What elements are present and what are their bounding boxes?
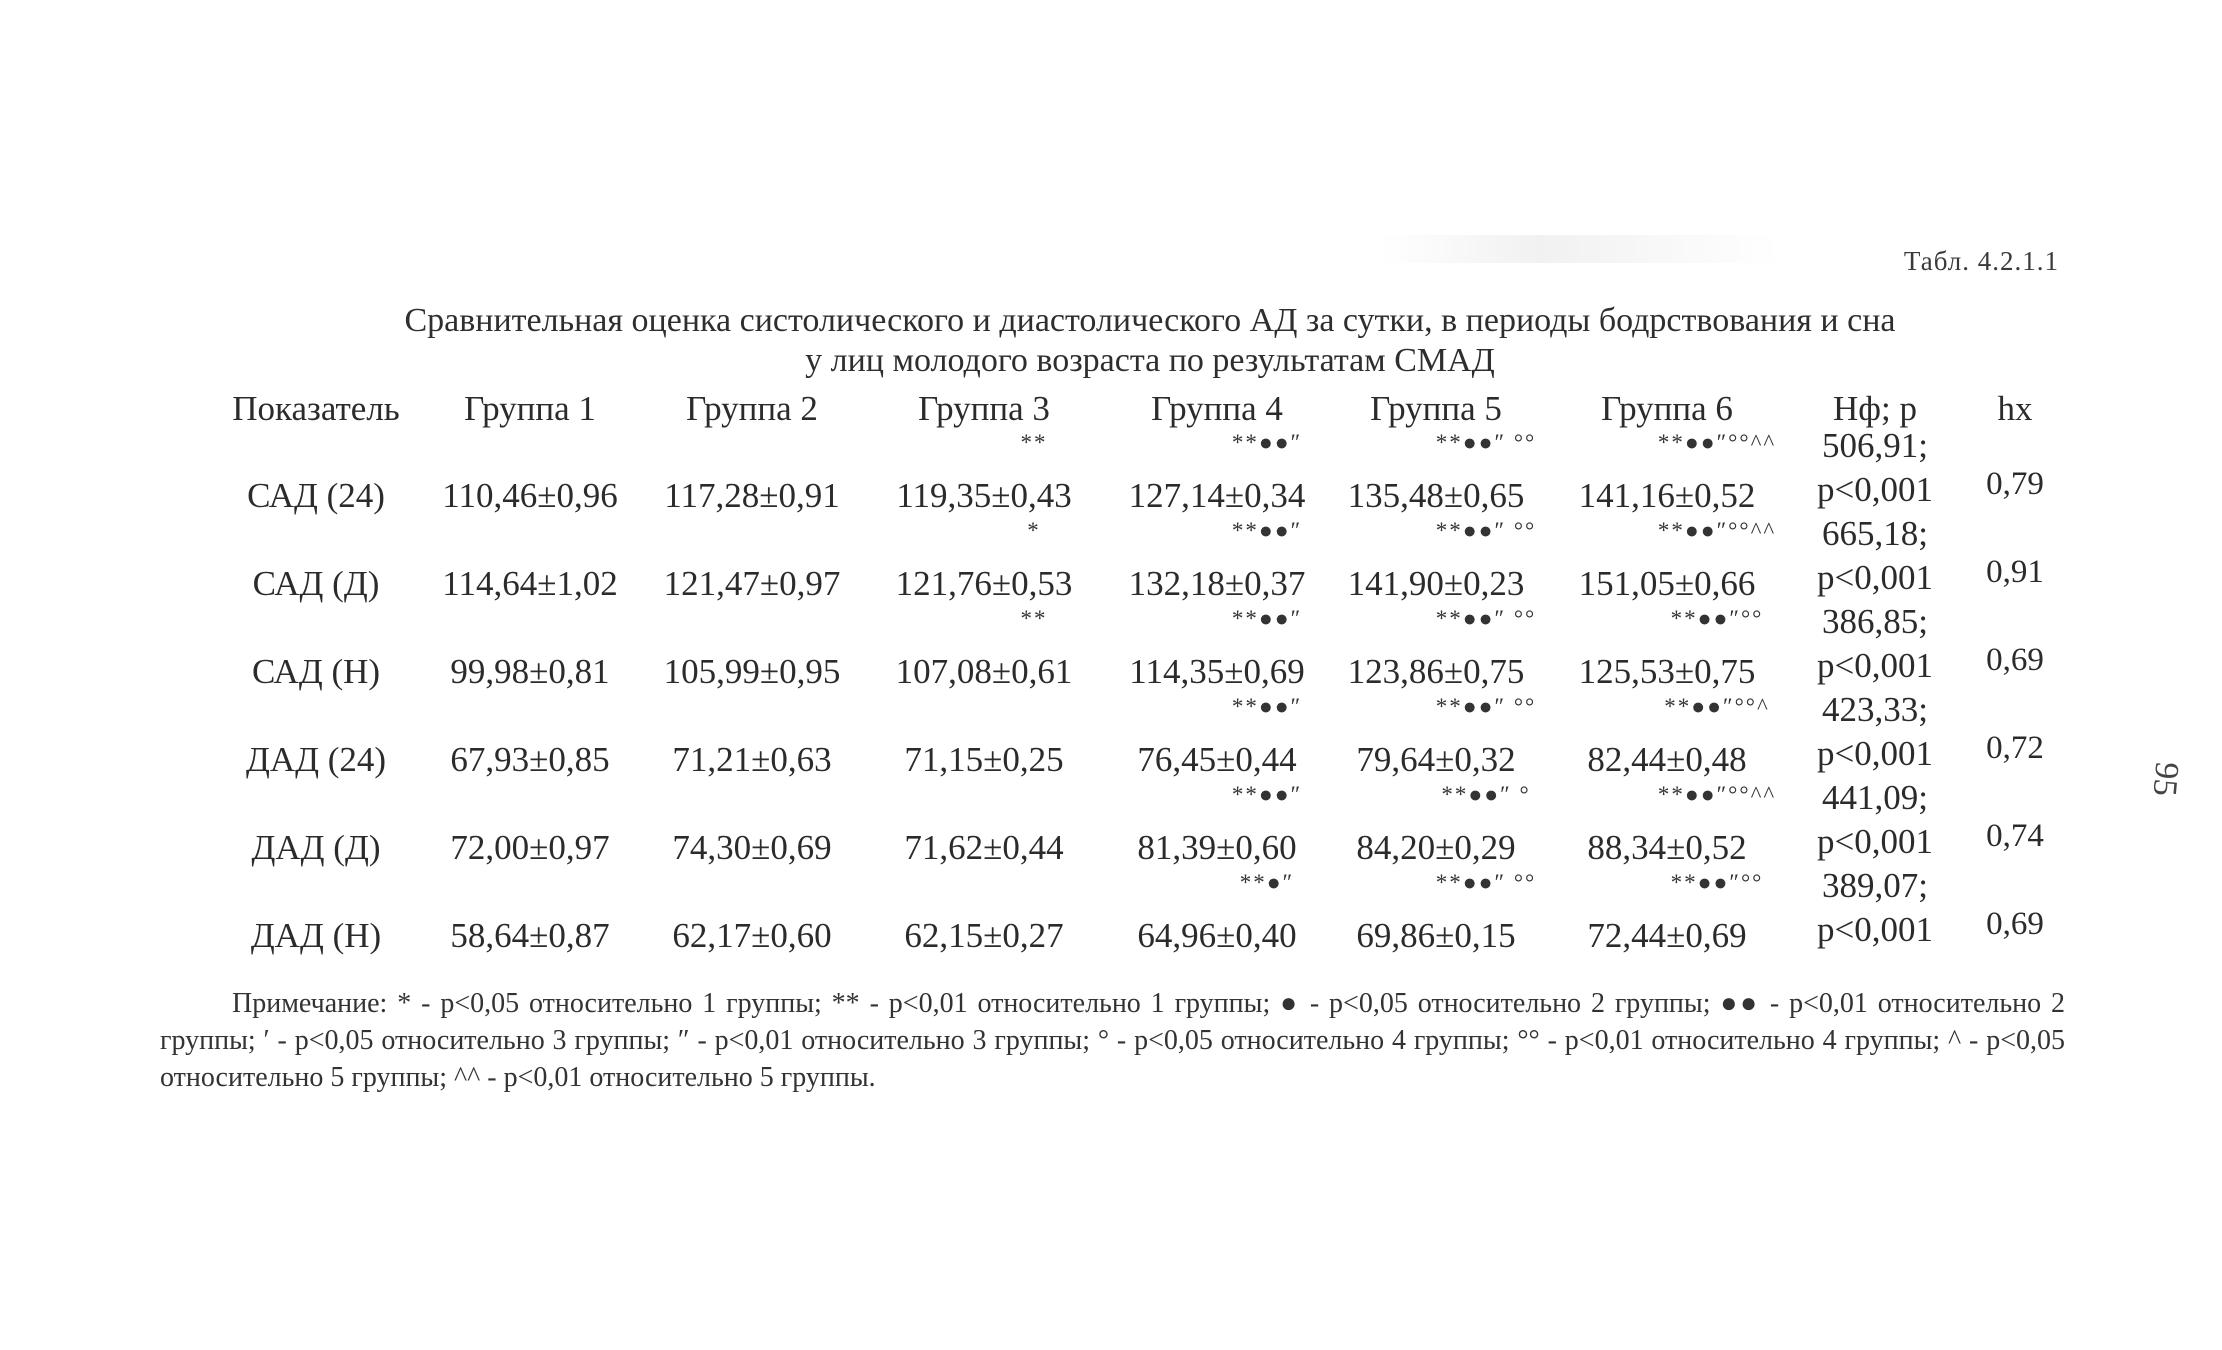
p-value: p<0,001 xyxy=(1817,558,1933,597)
cell-value: 125,53±0,75 xyxy=(1578,652,1756,691)
cell-value: 123,86±0,75 xyxy=(1347,652,1525,691)
row-label: ДАД (Н) xyxy=(250,916,382,955)
p-value: p<0,001 xyxy=(1817,646,1933,685)
significance-marks: **●●″°°^^ xyxy=(1657,782,1777,807)
row-label: САД (24) xyxy=(247,476,385,515)
cell-value: 127,14±0,34 xyxy=(1128,476,1306,515)
cell-value: 141,90±0,23 xyxy=(1347,564,1525,603)
significance-marks: ** xyxy=(1020,430,1048,455)
significance-marks: ** xyxy=(1020,606,1048,631)
header-group-4: Группа 4 xyxy=(1151,389,1283,428)
hx-value: 0,74 xyxy=(1986,818,2044,854)
cell-value: 67,93±0,85 xyxy=(450,740,610,779)
row-label: ДАД (24) xyxy=(245,740,387,779)
cell-value: 74,30±0,69 xyxy=(672,828,832,867)
cell-value: 62,15±0,27 xyxy=(904,916,1064,955)
header-f-p: Нф; р xyxy=(1833,389,1917,428)
cell-value: 151,05±0,66 xyxy=(1578,564,1756,603)
f-statistic: 423,33; xyxy=(1822,690,1928,729)
p-value: p<0,001 xyxy=(1817,470,1933,509)
row-label: САД (Д) xyxy=(252,564,380,603)
significance-marks: **●●″ xyxy=(1231,782,1303,807)
significance-marks: **●●″ xyxy=(1231,694,1303,719)
cell-value: 114,35±0,69 xyxy=(1129,652,1305,691)
cell-value: 76,45±0,44 xyxy=(1137,740,1297,779)
header-indicator: Показатель xyxy=(232,389,400,428)
cell-value: 71,21±0,63 xyxy=(672,740,832,779)
hx-value: 0,69 xyxy=(1986,906,2044,942)
significance-marks: **●●″°°^^ xyxy=(1657,430,1777,455)
cell-value: 121,76±0,53 xyxy=(895,564,1073,603)
cell-value: 121,47±0,97 xyxy=(663,564,841,603)
cell-value: 62,17±0,60 xyxy=(672,916,832,955)
cell-value: 88,34±0,52 xyxy=(1587,828,1747,867)
table-note: Примечание: * - p<0,05 относительно 1 группы; ** - p<0,01 относительно 1 группы; ● - p<0,05 относительно 2 группы; ●● - p<0,01 относительно 2 группы; ′ - p<0,05 относительно 3 группы; ″ - p<0,01 относительно 3 группы; ° - p<0,05 относительно 4 группы; °° - p<0,01 относительно 4 группы; ^ - p<0,05 относительно 5 группы; ^^ - p<0,01 относительно 5 группы. xyxy=(160,988,2065,1093)
header-group-1: Группа 1 xyxy=(464,389,596,428)
cell-value: 71,62±0,44 xyxy=(904,828,1064,867)
table-title-line-2: у лиц молодого возраста по результатам СМАД xyxy=(805,342,1495,379)
cell-value: 71,15±0,25 xyxy=(904,740,1064,779)
significance-marks: **●●″°° xyxy=(1670,870,1764,895)
cell-value: 110,46±0,96 xyxy=(442,476,618,515)
p-value: p<0,001 xyxy=(1817,910,1933,949)
significance-marks: **●●″ °° xyxy=(1435,870,1537,895)
header-group-6: Группа 6 xyxy=(1601,389,1733,428)
hx-value: 0,79 xyxy=(1986,466,2044,502)
f-statistic: 389,07; xyxy=(1822,866,1928,905)
cell-value: 99,98±0,81 xyxy=(450,652,610,691)
header-group-2: Группа 2 xyxy=(686,389,818,428)
significance-marks: **●●″°° xyxy=(1670,606,1764,631)
f-statistic: 665,18; xyxy=(1822,514,1928,553)
cell-value: 119,35±0,43 xyxy=(896,476,1072,515)
significance-marks: **●●″ °° xyxy=(1435,694,1537,719)
cell-value: 132,18±0,37 xyxy=(1128,564,1306,603)
row-label: ДАД (Д) xyxy=(251,828,381,867)
significance-marks: * xyxy=(1027,518,1041,543)
table-label: Табл. 4.2.1.1 xyxy=(1903,246,2059,276)
cell-value: 69,86±0,15 xyxy=(1356,916,1516,955)
significance-marks: **●●″ °° xyxy=(1435,518,1537,543)
significance-marks: **●●″ °° xyxy=(1435,606,1537,631)
row-label: САД (Н) xyxy=(251,652,381,691)
cell-value: 135,48±0,65 xyxy=(1347,476,1525,515)
significance-marks: **●●″°°^ xyxy=(1664,694,1770,719)
f-statistic: 506,91; xyxy=(1822,426,1928,465)
cell-value: 79,64±0,32 xyxy=(1356,740,1516,779)
header-group-5: Группа 5 xyxy=(1370,389,1502,428)
significance-marks: **●●″ xyxy=(1231,518,1303,543)
cell-value: 117,28±0,91 xyxy=(664,476,840,515)
header-hx: hx xyxy=(1997,389,2033,428)
hx-value: 0,72 xyxy=(1986,730,2044,766)
hx-value: 0,69 xyxy=(1986,642,2044,678)
cell-value: 81,39±0,60 xyxy=(1137,828,1297,867)
cell-value: 58,64±0,87 xyxy=(450,916,610,955)
p-value: p<0,001 xyxy=(1817,734,1933,773)
cell-value: 82,44±0,48 xyxy=(1587,740,1747,779)
page-number: 95 xyxy=(2145,760,2186,798)
cell-value: 141,16±0,52 xyxy=(1578,476,1756,515)
header-group-3: Группа 3 xyxy=(918,389,1050,428)
p-value: p<0,001 xyxy=(1817,822,1933,861)
significance-marks: **●●″ xyxy=(1231,430,1303,455)
cell-value: 84,20±0,29 xyxy=(1356,828,1516,867)
f-statistic: 441,09; xyxy=(1822,778,1928,817)
cell-value: 72,00±0,97 xyxy=(450,828,610,867)
scan-smudge xyxy=(1380,235,1780,263)
significance-marks: **●●″ xyxy=(1231,606,1303,631)
cell-value: 72,44±0,69 xyxy=(1587,916,1747,955)
cell-value: 114,64±1,02 xyxy=(442,564,618,603)
cell-value: 107,08±0,61 xyxy=(895,652,1073,691)
f-statistic: 386,85; xyxy=(1822,602,1928,641)
significance-marks: **●″ xyxy=(1239,870,1295,895)
cell-value: 105,99±0,95 xyxy=(663,652,841,691)
significance-marks: **●●″ ° xyxy=(1441,782,1531,807)
cell-value: 64,96±0,40 xyxy=(1137,916,1297,955)
table-title-line-1: Сравнительная оценка систолического и диастолического АД за сутки, в периоды бодрствования и сна xyxy=(404,302,1896,339)
significance-marks: **●●″ °° xyxy=(1435,430,1537,455)
significance-marks: **●●″°°^^ xyxy=(1657,518,1777,543)
hx-value: 0,91 xyxy=(1986,554,2044,590)
